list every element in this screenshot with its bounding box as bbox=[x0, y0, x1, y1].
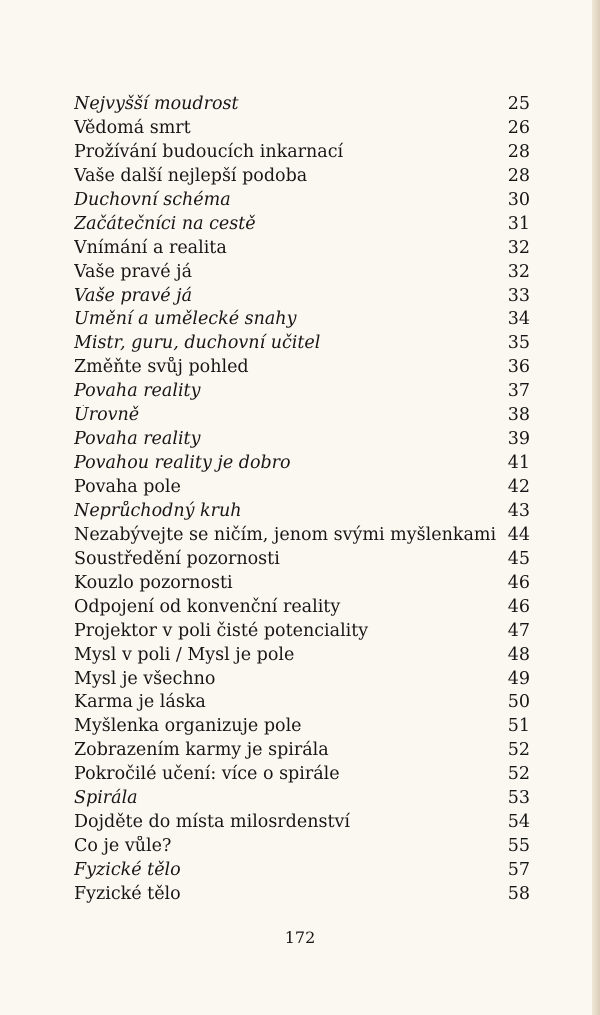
toc-entry-title: Karma je láska bbox=[74, 692, 206, 713]
toc-entry bbox=[74, 597, 530, 621]
toc-entry-page: 47 bbox=[507, 620, 530, 641]
toc-entry-title: Dojděte do místa milosrdenství bbox=[74, 812, 351, 833]
toc-entry bbox=[74, 357, 530, 381]
toc-entry-title: Projektor v poli čisté potenciality bbox=[74, 620, 369, 641]
toc-entry-page: 53 bbox=[507, 788, 530, 809]
toc-entry bbox=[74, 477, 530, 501]
toc-entry bbox=[74, 812, 530, 836]
toc-entry bbox=[74, 214, 530, 238]
toc-entry bbox=[74, 573, 530, 597]
toc-entry bbox=[74, 692, 530, 716]
table-of-contents bbox=[74, 94, 530, 908]
toc-entry-page: 52 bbox=[507, 764, 530, 785]
toc-entry-page: 28 bbox=[507, 165, 530, 186]
toc-entry-title: Změňte svůj pohled bbox=[74, 357, 249, 378]
toc-entry bbox=[74, 716, 530, 740]
toc-entry-title: Duchovní schéma bbox=[74, 189, 231, 210]
toc-entry bbox=[74, 860, 530, 884]
toc-entry-title: Kouzlo pozornosti bbox=[74, 572, 233, 593]
toc-entry-page: 57 bbox=[507, 860, 530, 880]
toc-entry-page: 49 bbox=[507, 668, 530, 689]
toc-entry bbox=[74, 405, 530, 429]
page-edge-shadow bbox=[592, 0, 600, 1015]
toc-entry-page: 54 bbox=[507, 812, 530, 833]
toc-entry-page: 31 bbox=[507, 213, 530, 234]
toc-entry bbox=[74, 525, 530, 549]
toc-entry-page: 35 bbox=[507, 333, 530, 354]
toc-entry-title: Zobrazením karmy je spirála bbox=[74, 740, 329, 761]
toc-entry bbox=[74, 836, 530, 860]
toc-entry-page: 45 bbox=[507, 548, 530, 569]
toc-entry-page: 26 bbox=[507, 117, 530, 138]
toc-entry-title: Fyzické tělo bbox=[74, 860, 181, 880]
toc-entry bbox=[74, 621, 530, 645]
toc-entry-page: 41 bbox=[507, 453, 530, 474]
toc-entry bbox=[74, 333, 530, 357]
toc-entry-title: Mysl je všechno bbox=[74, 668, 216, 689]
toc-entry-title: Mistr, guru, duchovní učitel bbox=[74, 333, 321, 354]
toc-entry-title: Fyzické tělo bbox=[74, 883, 181, 904]
toc-entry-page: 28 bbox=[507, 141, 530, 162]
toc-entry bbox=[74, 190, 530, 214]
toc-entry-title: Neprůchodný kruh bbox=[74, 500, 242, 521]
toc-entry bbox=[74, 286, 530, 310]
toc-entry-page: 33 bbox=[507, 285, 530, 306]
toc-entry bbox=[74, 645, 530, 669]
toc-entry-title: Vědomá smrt bbox=[74, 117, 191, 138]
toc-entry bbox=[74, 166, 530, 190]
toc-entry bbox=[74, 262, 530, 286]
toc-entry-page: 37 bbox=[507, 381, 530, 402]
toc-entry bbox=[74, 142, 530, 166]
toc-entry bbox=[74, 549, 530, 573]
toc-entry-title: Myšlenka organizuje pole bbox=[74, 716, 302, 737]
toc-entry-title: Povaha reality bbox=[74, 429, 201, 450]
toc-entry-title: Nezabývejte se ničím, jenom svými myšlenkami bbox=[74, 524, 497, 545]
toc-entry-page: 52 bbox=[507, 740, 530, 761]
toc-entry bbox=[74, 669, 530, 693]
toc-entry-page: 43 bbox=[507, 500, 530, 521]
toc-entry bbox=[74, 94, 530, 118]
toc-entry bbox=[74, 501, 530, 525]
toc-entry-page: 36 bbox=[507, 357, 530, 378]
toc-entry-page: 38 bbox=[507, 405, 530, 426]
toc-entry-page: 42 bbox=[507, 477, 530, 497]
toc-entry bbox=[74, 429, 530, 453]
toc-entry-title: Vaše pravé já bbox=[74, 285, 193, 306]
toc-entry-title: Vaše pravé já bbox=[74, 261, 193, 282]
toc-entry-title: Pokročilé učení: více o spirále bbox=[74, 764, 340, 785]
toc-entry bbox=[74, 309, 530, 333]
toc-entry-page: 39 bbox=[507, 429, 530, 450]
toc-entry-title: Odpojení od konvenční reality bbox=[74, 596, 341, 617]
toc-entry-title: Vnímání a realita bbox=[74, 237, 227, 258]
toc-entry bbox=[74, 118, 530, 142]
toc-entry bbox=[74, 381, 530, 405]
toc-entry-title: Začátečníci na cestě bbox=[74, 213, 256, 234]
toc-entry bbox=[74, 453, 530, 477]
toc-entry-title: Úrovně bbox=[74, 405, 140, 426]
toc-entry-page: 58 bbox=[507, 883, 530, 904]
toc-entry-title: Prožívání budoucích inkarnací bbox=[74, 141, 344, 162]
toc-entry-page: 51 bbox=[507, 716, 530, 737]
toc-entry-page: 46 bbox=[507, 596, 530, 617]
toc-entry-title: Povaha reality bbox=[74, 381, 201, 402]
toc-entry-page: 25 bbox=[507, 94, 530, 114]
toc-entry-page: 55 bbox=[507, 836, 530, 857]
toc-entry-title: Povahou reality je dobro bbox=[74, 453, 291, 474]
toc-entry-page: 46 bbox=[507, 572, 530, 593]
toc-entry-title: Nejvyšší moudrost bbox=[74, 94, 239, 114]
toc-entry-page: 44 bbox=[507, 524, 530, 545]
toc-entry bbox=[74, 238, 530, 262]
toc-entry-page: 48 bbox=[507, 644, 530, 665]
toc-entry-title: Co je vůle? bbox=[74, 836, 172, 857]
toc-entry-page: 50 bbox=[507, 692, 530, 713]
page-number: 172 bbox=[284, 928, 316, 947]
toc-entry-page: 32 bbox=[507, 261, 530, 282]
toc-entry bbox=[74, 764, 530, 788]
toc-entry-title: Spirála bbox=[74, 788, 138, 809]
toc-entry bbox=[74, 788, 530, 812]
toc-entry-page: 32 bbox=[507, 237, 530, 258]
toc-entry bbox=[74, 884, 530, 908]
toc-entry-title: Povaha pole bbox=[74, 477, 181, 497]
toc-entry-title: Soustředění pozornosti bbox=[74, 548, 280, 569]
toc-entry-page: 30 bbox=[507, 189, 530, 210]
toc-entry-title: Mysl v poli / Mysl je pole bbox=[74, 644, 295, 665]
toc-entry-title: Umění a umělecké snahy bbox=[74, 309, 297, 330]
toc-entry bbox=[74, 740, 530, 764]
toc-entry-title: Vaše další nejlepší podoba bbox=[74, 165, 308, 186]
toc-entry-page: 34 bbox=[507, 309, 530, 330]
